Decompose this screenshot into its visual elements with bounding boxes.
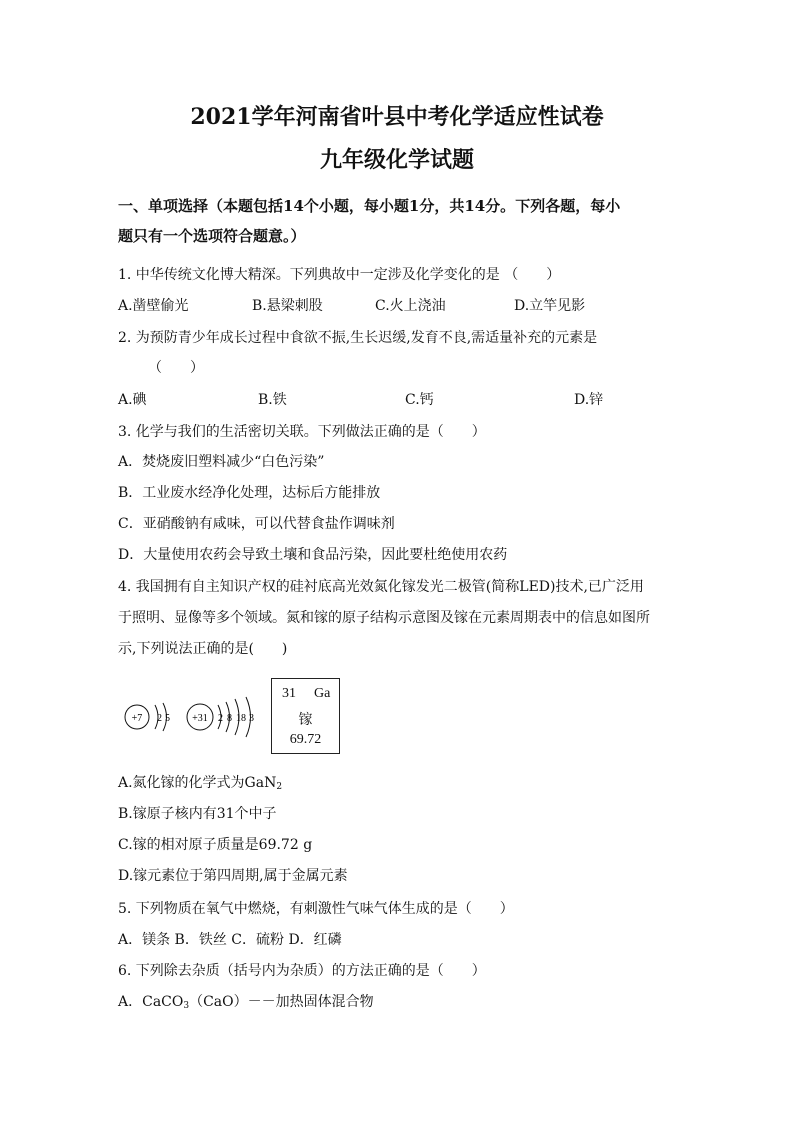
element-symbol: Ga	[314, 686, 331, 701]
question-2-option-c: C.钙	[405, 392, 434, 408]
question-3-option-a: A．焚烧废旧塑料减少“白色污染”	[118, 454, 325, 470]
question-4-stem-line1: 4. 我国拥有自主知识产权的硅衬底高光效氮化镓发光二极管(简称LED)技术,已广泛用	[118, 579, 644, 595]
page-title: 2021学年河南省叶县中考化学适应性试卷	[190, 104, 604, 130]
question-4-stem-line2: 于照明、显像等多个领域。氮和镓的原子结构示意图及镓在元素周期表中的信息如图所	[118, 610, 650, 626]
question-3-option-c: C．亚硝酸钠有咸味，可以代替食盐作调味剂	[118, 516, 395, 532]
nitrogen-atom-diagram	[125, 703, 170, 731]
question-2-stem-line2: （ ）	[148, 360, 204, 376]
atomic-number: 31	[282, 686, 296, 701]
question-4-option-c: C.镓的相对原子质量是69.72 g	[118, 837, 313, 853]
question-4-option-b: B.镓原子核内有31个中子	[118, 806, 277, 822]
question-1-stem: 1. 中华传统文化博大精深。下列典故中一定涉及化学变化的是 （ ）	[118, 267, 561, 283]
gallium-atom-diagram	[187, 697, 254, 737]
question-2-option-a: A.碘	[118, 392, 147, 408]
question-5-options: A．镁条 B．铁丝 C．硫粉 D．红磷	[118, 932, 342, 948]
question-2-option-b: B.铁	[258, 392, 287, 408]
question-3-stem: 3. 化学与我们的生活密切关联。下列做法正确的是（ ）	[118, 424, 486, 440]
question-5-stem: 5. 下列物质在氧气中燃烧，有刺激性气味气体生成的是（ ）	[118, 901, 514, 917]
nitrogen-shell-2: 5	[165, 713, 170, 724]
question-1-option-b: B.悬梁刺股	[252, 298, 323, 314]
section-header-line2: 题只有一个选项符合题意。）	[118, 227, 306, 245]
page-subtitle: 九年级化学试题	[319, 147, 474, 173]
gallium-shell-2: 8	[227, 713, 232, 724]
gallium-shell-3: 18	[236, 713, 246, 724]
subscript: 2	[276, 782, 283, 792]
gallium-shell-1: 2	[218, 713, 223, 724]
question-2-option-d: D.锌	[574, 392, 604, 408]
atomic-structure-diagram	[118, 690, 268, 740]
periodic-table-cell	[271, 678, 340, 754]
question-3-option-d: D．大量使用农药会导致土壤和食品污染，因此要杜绝使用农药	[118, 547, 508, 563]
question-1-option-a: A.凿壁偷光	[118, 298, 189, 314]
question-2-stem-line1: 2. 为预防青少年成长过程中食欲不振,生长迟缓,发育不良,需适量补充的元素是	[118, 330, 598, 346]
nitrogen-nucleus: +7	[131, 713, 143, 724]
gallium-nucleus: +31	[192, 713, 208, 724]
question-6-stem: 6. 下列除去杂质（括号内为杂质）的方法正确的是（ ）	[118, 963, 486, 979]
question-1-option-c: C.火上浇油	[375, 298, 446, 314]
question-4-option-d: D.镓元素位于第四周期,属于金属元素	[118, 868, 348, 884]
subscript: 3	[183, 1001, 190, 1011]
question-4-stem-line3: 示,下列说法正确的是( )	[118, 641, 288, 657]
element-name: 镓	[298, 713, 313, 728]
atomic-mass: 69.72	[289, 732, 322, 747]
section-header-line1: 一、单项选择（本题包括14个小题，每小题1分，共14分。下列各题，每小	[118, 197, 621, 215]
question-1-option-d: D.立竿见影	[514, 298, 586, 314]
gallium-shell-4: 3	[249, 713, 254, 724]
nitrogen-shell-1: 2	[157, 713, 162, 724]
question-3-option-b: B．工业废水经净化处理，达标后方能排放	[118, 485, 381, 501]
question-6-option-a: A．CaCO$_3$（CaO）－－加热固体混合物	[118, 994, 374, 1011]
question-4-option-a: A.氮化镓的化学式为GaN$_2$	[118, 775, 283, 792]
